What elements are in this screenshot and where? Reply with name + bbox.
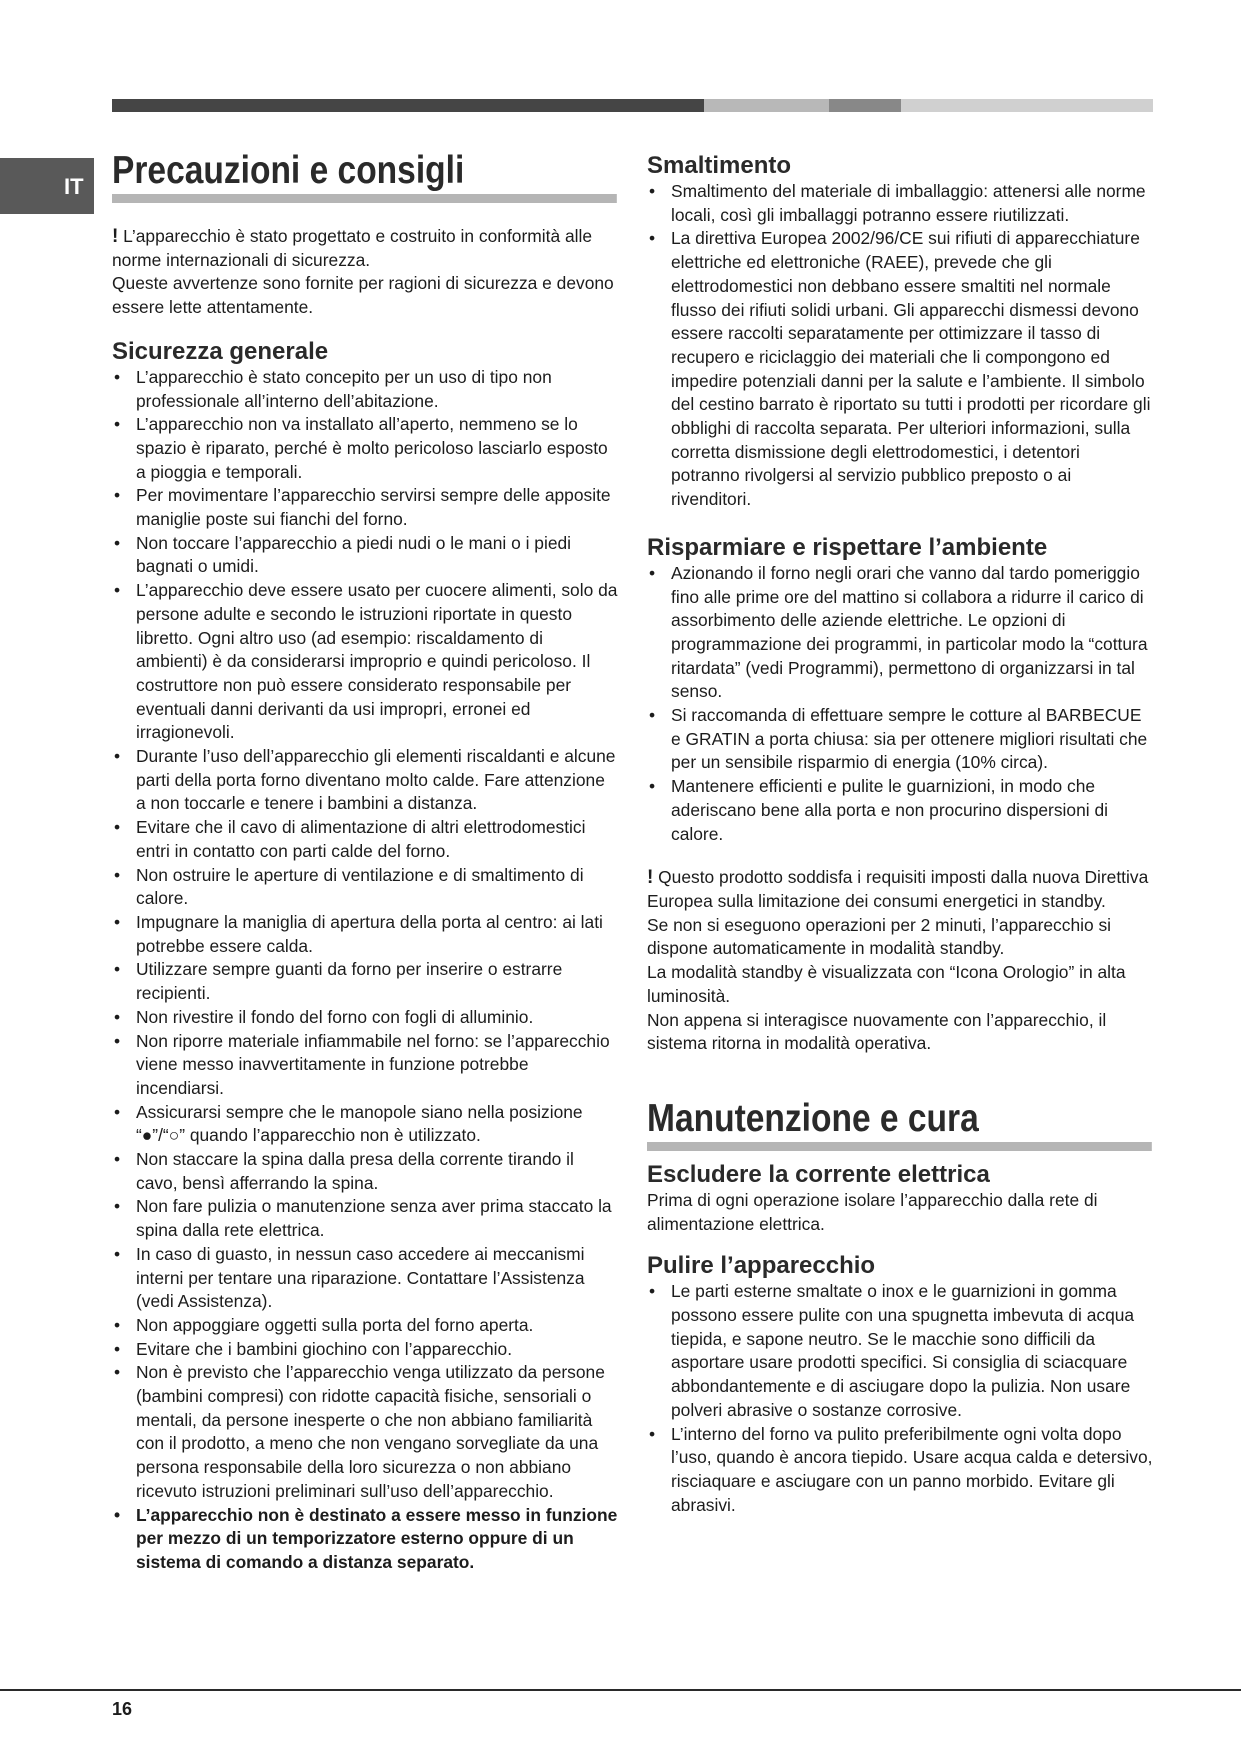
header-bar-segment-light [704, 99, 829, 112]
disposal-heading: Smaltimento [647, 152, 792, 179]
list-item: • Evitare che il cavo di alimentazione di altri elettrodomestici entri in contatto con parti calde del forno. [112, 816, 618, 863]
list-item: • Smaltimento del materiale di imballaggio: attenersi alle norme locali, così gli imballaggi potranno essere riutilizzati. [647, 180, 1153, 227]
intro-text-1: L’apparecchio è stato progettato e costruito in conformità alle norme internazionali di sicurezza. [112, 226, 593, 270]
list-item: • Mantenere efficienti e pulite le guarnizioni, in modo che aderiscano bene alla porta e non procurino dispersioni di calore. [647, 775, 1153, 846]
list-item: • Impugnare la maniglia di apertura della porta al centro: ai lati potrebbe essere calda. [112, 911, 618, 958]
page-number: 16 [112, 1699, 133, 1719]
list-item: • Non staccare la spina dalla presa della corrente tirando il cavo, bensì afferrando la spina. [112, 1148, 618, 1195]
list-item: • Le parti esterne smaltate o inox e le guarnizioni in gomma possono essere pulite con una spugnetta imbevuta di acqua tiepida, e sapone neutro. Se le macchie sono difficili da asportare usare prodotti specifici. Si consiglia di sciacquare abbondantemente e di asciugare dopo la pulizia. Non usare polveri abrasive o sostanze corrosive. [647, 1280, 1153, 1422]
warning-mark: ! [647, 867, 654, 889]
footer-divider [0, 1689, 1241, 1691]
list-item: • Non toccare l’apparecchio a piedi nudi o le mani o i piedi bagnati o umidi. [112, 532, 618, 579]
standby-note [647, 866, 1153, 913]
list-item: • Non fare pulizia o manutenzione senza aver prima staccato la spina dalla rete elettrica. [112, 1195, 618, 1242]
standby-note-text-2: Se non si eseguono operazioni per 2 minuti, l’apparecchio si dispone automaticamente in modalità standby. [647, 914, 1112, 959]
list-item: • Evitare che i bambini giochino con l’apparecchio. [112, 1338, 618, 1362]
language-tab [0, 158, 94, 214]
header-bar-segment-mid [829, 99, 901, 112]
list-item: • Non appoggiare oggetti sulla porta del forno aperta. [112, 1314, 618, 1338]
left-column [112, 150, 618, 1575]
list-item: • Non riporre materiale infiammabile nel forno: se l’apparecchio viene messo inavvertitamente in funzione potrebbe incendiarsi. [112, 1030, 618, 1101]
header-color-bar [112, 99, 1153, 112]
cleaning-heading: Pulire l’apparecchio [647, 1252, 876, 1280]
list-item: • Durante l’uso dell’apparecchio gli elementi riscaldanti e alcune parti della porta forno diventano molto calde. Fare attenzione a non toccarle e tenere i bambini a distanza. [112, 745, 618, 816]
cleaning-list [647, 1280, 1153, 1517]
list-item: • La direttiva Europea 2002/96/CE sui rifiuti di apparecchiature elettriche ed elettroniche (RAEE), prevede che gli elettrodomestici non debbano essere smaltiti nel normale flusso dei rifiuti solidi urbani. Gli apparecchi dismessi devono essere raccolti separatamente per ottimizzare il tasso di recupero e riciclaggio dei materiali che li compongono ed impedire potenziali danni per la salute e l’ambiente. Il simbolo del cestino barrato è riportato su tutti i prodotti per ricordare gli obblighi di raccolta separata. Per ulteriori informazioni, sulla corretta dismissione degli elettrodomestici, i detentori potranno rivolgersi al servizio pubblico preposto o ai rivenditori. [647, 227, 1153, 511]
disposal-list [647, 180, 1153, 512]
header-bar-segment-dark [112, 99, 704, 112]
maintenance-title: Manutenzione e cura [647, 1098, 1152, 1151]
list-item: • Per movimentare l’apparecchio servirsi sempre delle apposite maniglie poste sui fianchi del forno. [112, 484, 618, 531]
list-item: • Azionando il forno negli orari che vanno dal tardo pomeriggio fino alle prime ore del mattino si collabora a ridurre il carico di assorbimento delle aziende elettriche. Le opzioni di programmazione dei programmi, in particolar modo la “cottura ritardata” (vedi Programmi), permettono di organizzarsi in tal senso. [647, 562, 1153, 704]
list-item: • Utilizzare sempre guanti da forno per inserire o estrarre recipienti. [112, 958, 618, 1005]
list-item: • L’apparecchio non va installato all’aperto, nemmeno se lo spazio è riparato, perché è molto pericoloso lasciarlo esposto a pioggia e temporali. [112, 413, 618, 484]
list-item: • Non è previsto che l’apparecchio venga utilizzato da persone (bambini compresi) con ridotte capacità fisiche, sensoriali o mentali, da persone inesperte o che non abbiano familiarità con il prodotto, a meno che non vengano sorvegliate da una persona responsabile della loro sicurezza o non abbiano ricevuto istruzioni preliminari sull’uso dell’apparecchio. [112, 1361, 618, 1503]
right-column [647, 152, 1153, 1517]
list-item: • In caso di guasto, in nessun caso accedere ai meccanismi interni per tentare una riparazione. Contattare l’Assistenza (vedi Assistenza). [112, 1243, 618, 1314]
standby-note-text-1: Questo prodotto soddisfa i requisiti imposti dalla nuova Direttiva Europea sulla limitazione dei consumi energetici in standby. [647, 867, 1149, 911]
safety-heading: Sicurezza generale [112, 337, 329, 365]
standby-note-text-4: Non appena si interagisce nuovamente con l’apparecchio, il sistema ritorna in modalità operativa. [647, 1009, 1107, 1054]
warning-mark: ! [112, 226, 119, 247]
intro-paragraph [112, 225, 618, 272]
language-label: IT [64, 174, 84, 199]
header-bar-segment-pale [901, 99, 1153, 112]
list-item-bold: • L’apparecchio non è destinato a essere messo in funzione per mezzo di un temporizzatore esterno oppure di un sistema di comando a distanza separato. [112, 1504, 618, 1575]
list-item: • L’apparecchio è stato concepito per un uso di tipo non professionale all’interno dell’abitazione. [112, 366, 618, 413]
intro-text-2: Queste avvertenze sono fornite per ragioni di sicurezza e devono essere lette attentamente. [112, 273, 614, 318]
list-item: • L’interno del forno va pulito preferibilmente ogni volta dopo l’uso, quando è ancora tiepido. Usare acqua calda e detersivo, risciaquare e asciugare con un panno morbido. Evitare gli abrasivi. [647, 1423, 1153, 1518]
list-item: • Non ostruire le aperture di ventilazione e di smaltimento di calore. [112, 864, 618, 911]
safety-list [112, 366, 618, 1575]
list-item: • Assicurarsi sempre che le manopole siano nella posizione “●”/“○” quando l’apparecchio non è utilizzato. [112, 1101, 618, 1148]
list-item: • L’apparecchio deve essere usato per cuocere alimenti, solo da persone adulte e secondo le istruzioni riportate in questo libretto. Ogni altro uso (ad esempio: riscaldamento di ambienti) è da considerarsi improprio e quindi pericoloso. Il costruttore non può essere considerato responsabile per eventuali danni derivanti da usi impropri, erronei ed irragionevoli. [112, 579, 618, 745]
save-environment-heading: Risparmiare e rispettare l’ambiente [647, 533, 1048, 561]
power-text: Prima di ogni operazione isolare l’apparecchio dalla rete di alimentazione elettrica. [647, 1189, 1098, 1234]
list-item: • Non rivestire il fondo del forno con fogli di alluminio. [112, 1006, 618, 1030]
list-item: • Si raccomanda di effettuare sempre le cotture al BARBECUE e GRATIN a porta chiusa: sia per ottenere migliori risultati che per un sensibile risparmio di energia (10% circa). [647, 704, 1153, 775]
save-environment-list [647, 562, 1153, 846]
standby-note-text-3: La modalità standby è visualizzata con “Icona Orologio” in alta luminosità. [647, 962, 1126, 1006]
power-heading: Escludere la corrente elettrica [647, 1160, 990, 1188]
precautions-title: Precauzioni e consigli [112, 150, 617, 203]
